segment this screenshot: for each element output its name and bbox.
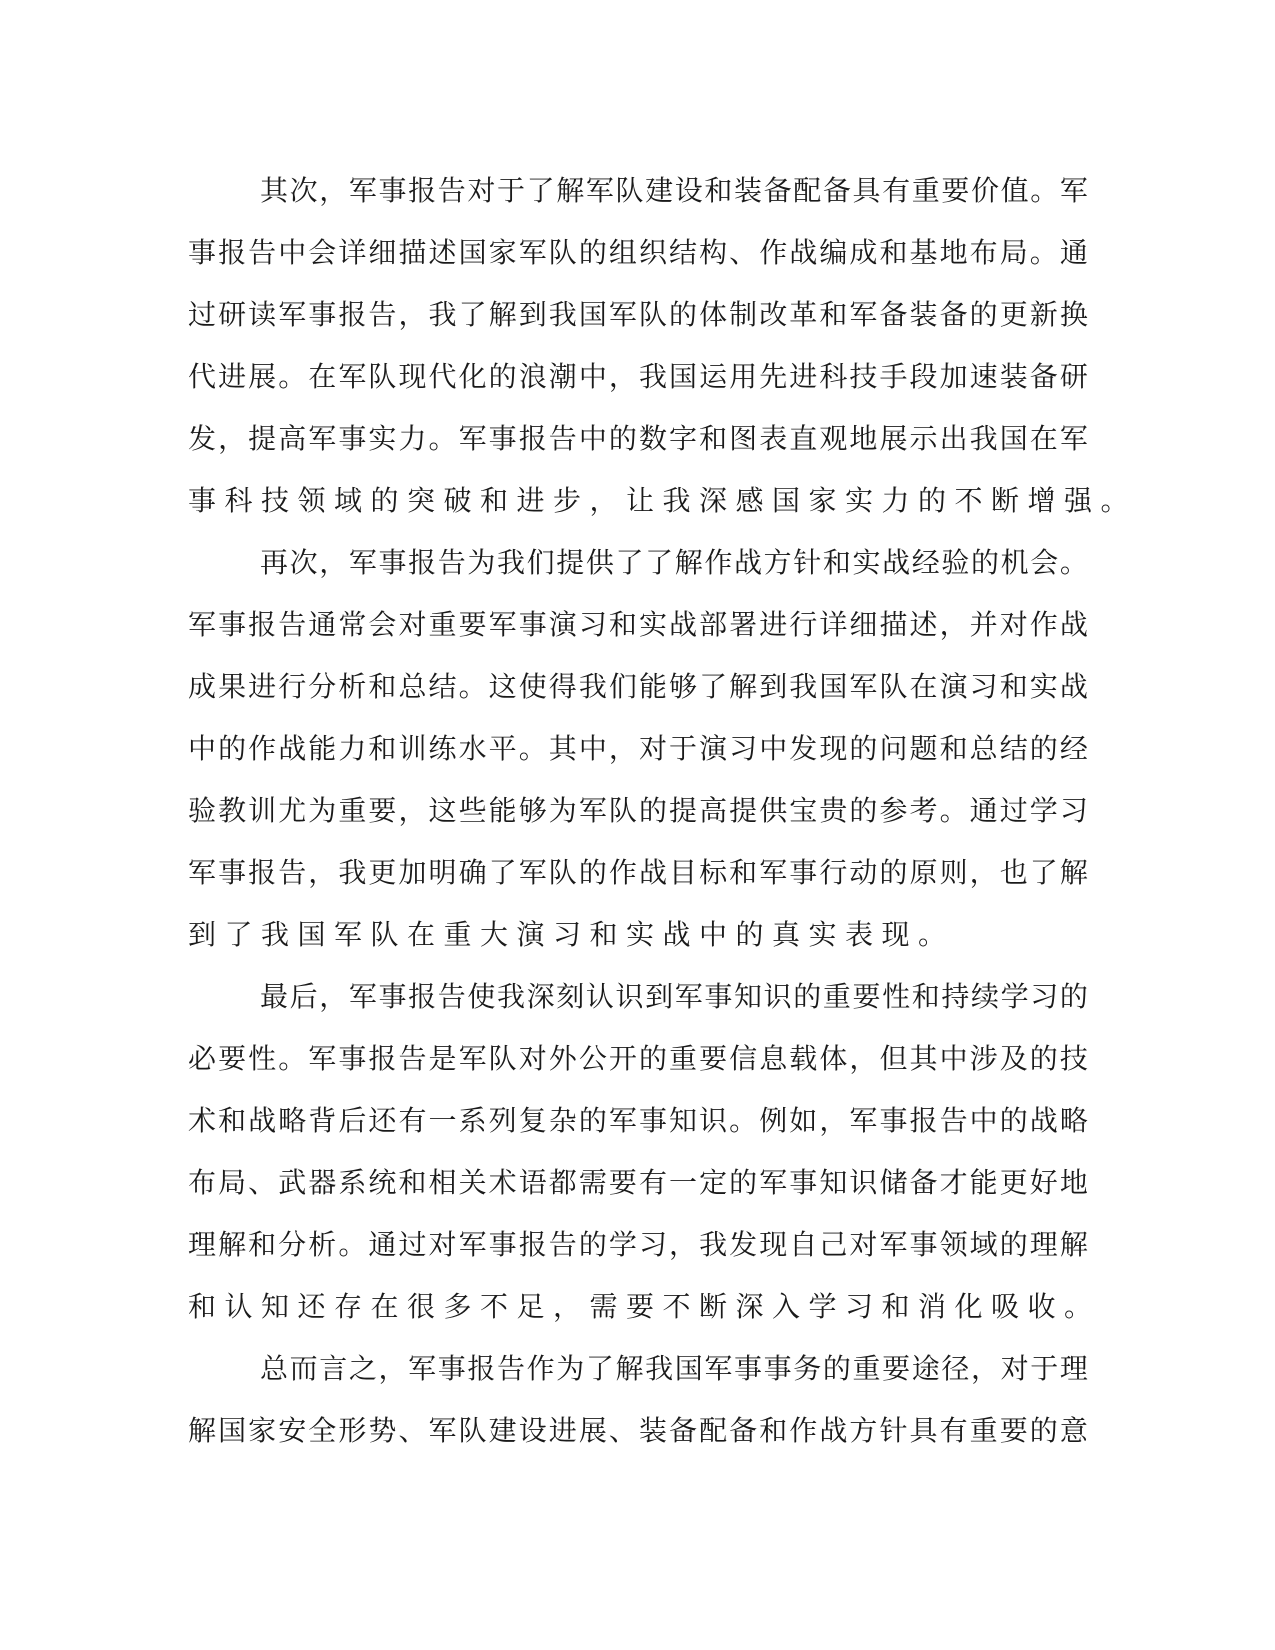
text-line: 总 而 言 之 ， 军 事 报 告 作 为 了 解 我 国 军 事 事 务 的 重 要 途 径 ， 对 于 理 [260, 1352, 1088, 1385]
paragraph [188, 966, 1101, 1338]
text-line: 代 进 展 。 在 军 队 现 代 化 的 浪 潮 中 ， 我 国 运 用 先 进 科 技 手 段 加 速 装 备 研 [188, 360, 1088, 393]
paragraph [188, 1338, 1088, 1462]
text-line: 到了我国军队在重大演习和实战中的真实表现。 [188, 918, 955, 951]
paragraph [188, 160, 1138, 532]
text-line: 发 ， 提 高 军 事 实 力 。 军 事 报 告 中 的 数 字 和 图 表 直 观 地 展 示 出 我 国 在 军 [188, 422, 1088, 455]
text-line: 成 果 进 行 分 析 和 总 结 。 这 使 得 我 们 能 够 了 解 到 我 国 军 队 在 演 习 和 实 战 [188, 670, 1088, 703]
text-line: 理 解 和 分 析 。 通 过 对 军 事 报 告 的 学 习 ， 我 发 现 自 己 对 军 事 领 域 的 理 解 [188, 1228, 1088, 1261]
text-line: 验 教 训 尤 为 重 要 ， 这 些 能 够 为 军 队 的 提 高 提 供 宝 贵 的 参 考 。 通 过 学 习 [188, 794, 1088, 827]
paragraph [188, 532, 1088, 966]
text-line: 布 局 、 武 器 系 统 和 相 关 术 语 都 需 要 有 一 定 的 军 事 知 识 储 备 才 能 更 好 地 [188, 1166, 1088, 1199]
text-line: 再 次 ， 军 事 报 告 为 我 们 提 供 了 了 解 作 战 方 针 和 实 战 经 验 的 机 会 。 [260, 546, 1088, 579]
text-line: 中 的 作 战 能 力 和 训 练 水 平 。 其 中 ， 对 于 演 习 中 发 现 的 问 题 和 总 结 的 经 [188, 732, 1088, 765]
text-line: 解 国 家 安 全 形 势 、 军 队 建 设 进 展 、 装 备 配 备 和 作 战 方 针 具 有 重 要 的 意 [188, 1414, 1088, 1447]
text-line: 和认知还存在很多不足，需要不断深入学习和消化吸收。 [188, 1290, 1101, 1323]
text-line: 必 要 性 。 军 事 报 告 是 军 队 对 外 公 开 的 重 要 信 息 载 体 ， 但 其 中 涉 及 的 技 [188, 1042, 1088, 1075]
text-line: 事科技领域的突破和进步，让我深感国家实力的不断增强。 [188, 484, 1138, 517]
text-line: 军 事 报 告 ， 我 更 加 明 确 了 军 队 的 作 战 目 标 和 军 事 行 动 的 原 则 ， 也 了 解 [188, 856, 1088, 889]
text-line: 过 研 读 军 事 报 告 ， 我 了 解 到 我 国 军 队 的 体 制 改 革 和 军 备 装 备 的 更 新 换 [188, 298, 1088, 331]
document-body [188, 160, 1138, 1462]
text-line: 术 和 战 略 背 后 还 有 一 系 列 复 杂 的 军 事 知 识 。 例 如 ， 军 事 报 告 中 的 战 略 [188, 1104, 1088, 1137]
text-line: 最 后 ， 军 事 报 告 使 我 深 刻 认 识 到 军 事 知 识 的 重 要 性 和 持 续 学 习 的 [260, 980, 1088, 1013]
text-line: 事 报 告 中 会 详 细 描 述 国 家 军 队 的 组 织 结 构 、 作 战 编 成 和 基 地 布 局 。 通 [188, 236, 1088, 269]
text-line: 其 次 ， 军 事 报 告 对 于 了 解 军 队 建 设 和 装 备 配 备 具 有 重 要 价 值 。 军 [260, 174, 1088, 207]
text-line: 军 事 报 告 通 常 会 对 重 要 军 事 演 习 和 实 战 部 署 进 行 详 细 描 述 ， 并 对 作 战 [188, 608, 1088, 641]
